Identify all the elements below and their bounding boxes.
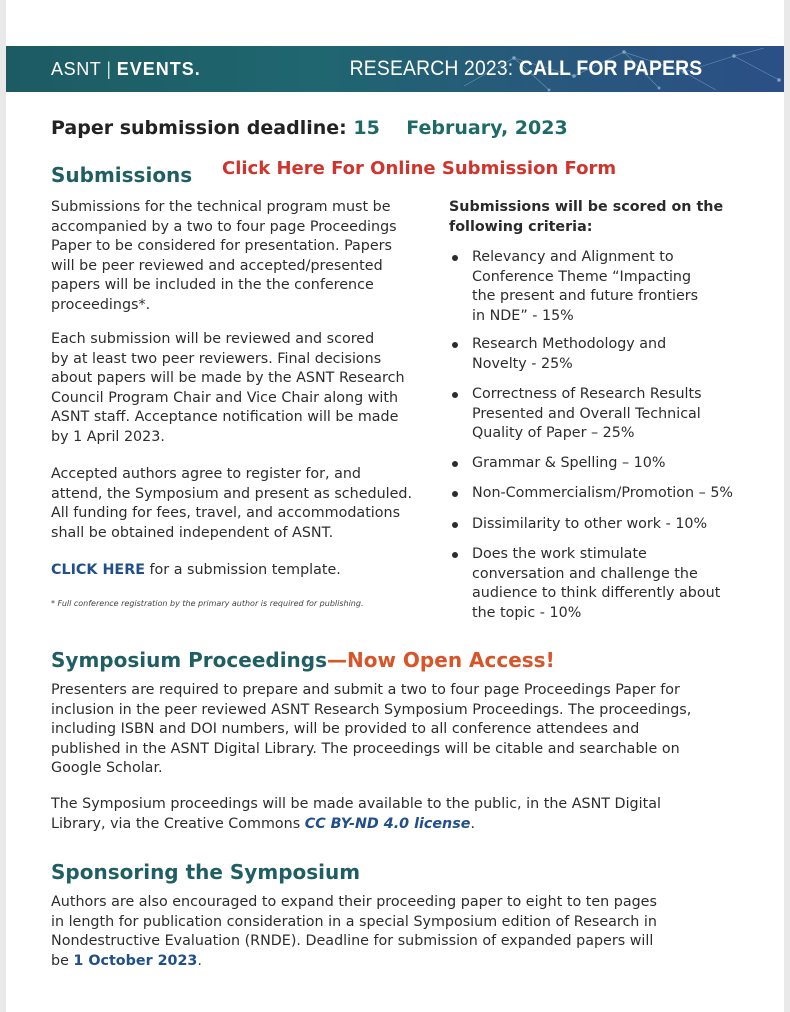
sponsoring-heading: Sponsoring the Symposium xyxy=(51,860,361,884)
criteria-heading: Submissions will be scored on the following criteria: xyxy=(449,199,724,235)
bullet-dot xyxy=(452,491,458,497)
proceedings-paragraph-1: Presenters are required to prepare and submit a two to four page Proceedings Paper for inclusion in the peer reviewed ASNT Research Symposium Proceedings. The proceedings, including ISBN and DOI numbers, will be provided to all conference attendees and published in the ASNT Digital Library. The proceedings will be citable and searchable on Google Scholar. xyxy=(51,682,692,776)
online-submission-form-link[interactable]: Click Here For Online Submission Form xyxy=(222,158,617,179)
bullet-dot xyxy=(452,552,458,558)
bullet-dot xyxy=(452,255,458,261)
expanded-paper-deadline: 1 October 2023 xyxy=(73,952,198,969)
registration-footnote: * Full conference registration by the primary author is required for publishing. xyxy=(51,599,364,608)
proceedings-heading: Symposium Proceedings—Now Open Access! xyxy=(51,648,555,672)
submissions-paragraph-2: Each submission will be reviewed and scored by at least two peer reviewers. Final decisions about papers will be made by the ASNT Research Council Program Chair and Vice Chair along with ASNT staff. Acceptance notification will be made by 1 April 2023. xyxy=(51,331,405,445)
cc-license-link[interactable]: CC BY-ND 4.0 license xyxy=(304,815,471,832)
submissions-heading: Submissions xyxy=(51,163,193,187)
header-banner xyxy=(6,46,784,92)
bullet-dot xyxy=(452,392,458,398)
flyer-page: ASNT | EVENTS. RESEARCH 2023: CALL FOR PAPERS Paper submission deadline: 15 February, 2023 Submissions Click Here For Online Submission Form Submissions for the technical program must be accompanied by a two to four page Proceedings Paper to be considered for presentation. Papers will be peer reviewed and accepted/presented papers will be included in the the conference proceedings*. Each submission will be reviewed and scored by at least two peer reviewers. Final decisions about papers will be made by the ASNT Research Council Program Chair and Vice Chair along with ASNT staff. Acceptance notification will be made by 1 April 2023. Accepted authors agree to register for, and attend, the Symposium and present as scheduled. All funding for fees, travel, and accommodations shall be obtained independent of ASNT. CLICK HERE for a submission template. * Full conference registration by the primary author is required for publishing. Submissions will be scored on the following criteria: Relevancy and Alignment to Conference Theme “Impacting the present and future frontiers in NDE” - 15% Research Methodology and Novelty - 25% Correctness of Research Results Presented and Overall Technical Quality of Paper – 25% Grammar & Spelling – 10% Non-Commercialism/Promotion – 5% Dissimilarity to other work - 10% Does the work stimulate conversation and challenge the audience to think differently about the topic - 10% Symposium Proceedings—Now Open Access! Presenters are required to prepare and submit a two to four page Proceedings Paper for inclusion in the peer reviewed ASNT Research Symposium Proceedings. The proceedings, including ISBN and DOI numbers, will be provided to all conference attendees and published in the ASNT Digital Library. The proceedings will be citable and searchable on Google Scholar. The Symposium proceedings will be made available to the public, in the ASNT Digital Library, via the Creative Commons CC BY-ND 4.0 license. Sponsoring the Symposium Authors are also encouraged to expand their proceeding paper to eight to ten pages in length for publication consideration in a special Symposium edition of Research in Nondestructive Evaluation (RNDE). Deadline for submission of expanded papers will be 1 October 2023. xyxy=(6,0,784,1012)
submission-template-line: CLICK HERE for a submission template. xyxy=(51,562,341,578)
asnt-events-logo: ASNT | EVENTS. xyxy=(51,59,201,79)
submissions-paragraph-3: Accepted authors agree to register for, and attend, the Symposium and present as scheduled. All funding for fees, travel, and accommodations shall be obtained independent of ASNT. xyxy=(51,466,413,541)
proceedings-paragraph-2: The Symposium proceedings will be made available to the public, in the ASNT Digital Library, via the Creative Commons CC BY-ND 4.0 license. xyxy=(51,796,661,832)
bullet-dot xyxy=(452,461,458,467)
submission-template-link[interactable]: CLICK HERE xyxy=(51,562,145,578)
submission-deadline: Paper submission deadline: 15 February, 2023 xyxy=(51,117,568,139)
bullet-dot xyxy=(452,342,458,348)
submissions-paragraph-1: Submissions for the technical program must be accompanied by a two to four page Proceedings Paper to be considered for presentation. Papers will be peer reviewed and accepted/presented papers will be included in the the conference proceedings*. xyxy=(51,199,397,313)
bullet-dot xyxy=(452,522,458,528)
sponsoring-paragraph: Authors are also encouraged to expand their proceeding paper to eight to ten pages in length for publication consideration in a special Symposium edition of Research in Nondestructive Evaluation (RNDE). Deadline for submission of expanded papers will be 1 October 2023. xyxy=(51,894,657,969)
banner-title: RESEARCH 2023: CALL FOR PAPERS xyxy=(349,57,702,80)
